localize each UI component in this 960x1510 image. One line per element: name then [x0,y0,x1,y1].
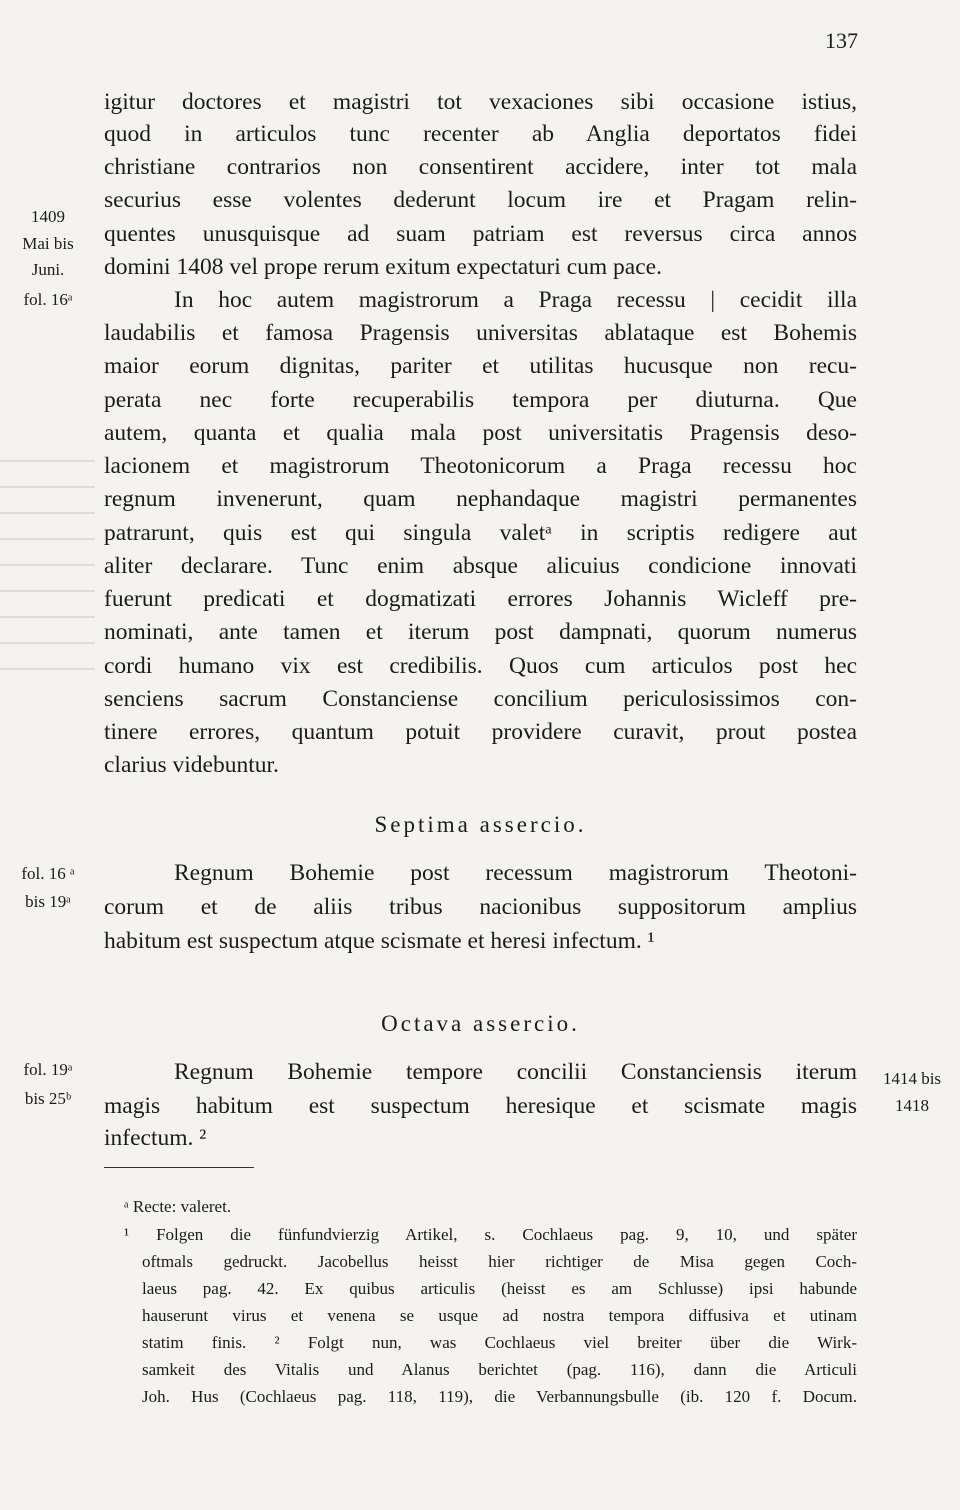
section-heading-octava: Octava assercio. [381,1011,580,1036]
body-line: quentes unusquisque ad suam patriam est reversus circa annos [104,221,857,247]
body-line: lacionem et magistrorum Theotonicorum a Praga recessu hoc [104,453,857,479]
body-line: regnum invenerunt, quam nephandaque magistri permanentes [104,486,857,512]
body-line: christiane contrarios non consentirent accidere, inter tot mala [104,154,857,180]
body-line: perata nec forte recuperabilis tempora per diuturna. Que [104,387,857,413]
margin-folio-range-1b: bis 19ᵃ [25,892,71,911]
body-line: securius esse volentes dederunt locum ire et Pragam relin- [104,187,857,213]
footnote-line: Joh. Hus (Cochlaeus pag. 118, 119), die Verbannungsbulle (ib. 120 f. Docum. [142,1387,857,1406]
margin-folio-16a: fol. 16ᵃ [23,290,73,309]
margin-date-year: 1409 [31,207,65,226]
bleed-through-shadow [0,460,95,690]
footnote-separator [104,1167,254,1168]
assertion-line: Regnum Bohemie tempore concilii Constanciensis iterum [174,1059,857,1085]
margin-years-a: 1414 bis [882,1069,942,1088]
body-line: clarius videbuntur. [104,752,279,778]
footnote-line: samkeit des Vitalis und Alanus berichtet (pag. 116), dann die Articuli [142,1360,857,1379]
body-line: In hoc autem magistrorum a Praga recessu | cecidit illa [174,287,857,313]
body-line: quod in articulos tunc recenter ab Anglia deportatos fidei [104,121,857,147]
assertion-line: infectum. ² [104,1125,207,1151]
footnote-line: ᵃ Recte: valeret. [124,1197,232,1216]
body-line: fuerunt predicati et dogmatizati errores Johannis Wicleff pre- [104,586,857,612]
body-line: aliter declarare. Tunc enim absque alicuius condicione innovati [104,553,857,579]
footnote-line: laeus pag. 42. Ex quibus articulis (heisst es am Schlusse) ipsi habunde [142,1279,857,1298]
body-line: patrarunt, quis est qui singula valetᵃ in scriptis redigere aut [104,520,857,546]
body-line: maior eorum dignitas, pariter et utilitas hucusque non recu- [104,353,857,379]
page-number: 137 [825,28,858,53]
body-line: domini 1408 vel prope rerum exitum expectaturi cum pace. [104,254,662,280]
body-line: igitur doctores et magistri tot vexaciones sibi occasione istius, [104,89,857,115]
margin-folio-range-2a: fol. 19ᵃ [23,1060,73,1079]
footnote-line: hauserunt virus et venena se usque ad nostra tempora diffusiva et utinam [142,1306,857,1325]
margin-date-months: Mai bis [22,234,74,253]
body-line: laudabilis et famosa Pragensis universitas ablataque est Bohemis [104,320,857,346]
margin-date-end: Juni. [31,260,65,279]
body-line: tinere errores, quantum potuit providere curavit, prout postea [104,719,857,745]
assertion-line: habitum est suspectum atque scismate et heresi infectum. ¹ [104,928,655,954]
footnote-line: ¹ Folgen die fünfundvierzig Artikel, s. Cochlaeus pag. 9, 10, und später [124,1225,857,1244]
footnote-line: oftmals gedruckt. Jacobellus heisst hier richtiger de Misa gegen Coch- [142,1252,857,1271]
margin-years-b: 1418 [895,1096,929,1115]
margin-folio-range-2b: bis 25ᵇ [24,1089,72,1108]
assertion-line: magis habitum est suspectum heresique et scismate magis [104,1093,857,1119]
body-line: nominati, ante tamen et iterum post dampnati, quorum numerus [104,619,857,645]
assertion-line: Regnum Bohemie post recessum magistrorum Theotoni- [174,860,857,886]
margin-folio-range-1a: fol. 16 ᵃ [21,864,75,883]
body-line: cordi humano vix est credibilis. Quos cum articulos post hec [104,653,857,679]
body-line: autem, quanta et qualia mala post universitatis Pragensis deso- [104,420,857,446]
body-line: senciens sacrum Constanciense concilium periculosissimos con- [104,686,857,712]
assertion-line: corum et de aliis tribus nacionibus suppositorum amplius [104,894,857,920]
section-heading-septima: Septima assercio. [374,812,587,837]
footnote-line: statim finis. ² Folgt nun, was Cochlaeus viel breiter über die Wirk- [142,1333,857,1352]
